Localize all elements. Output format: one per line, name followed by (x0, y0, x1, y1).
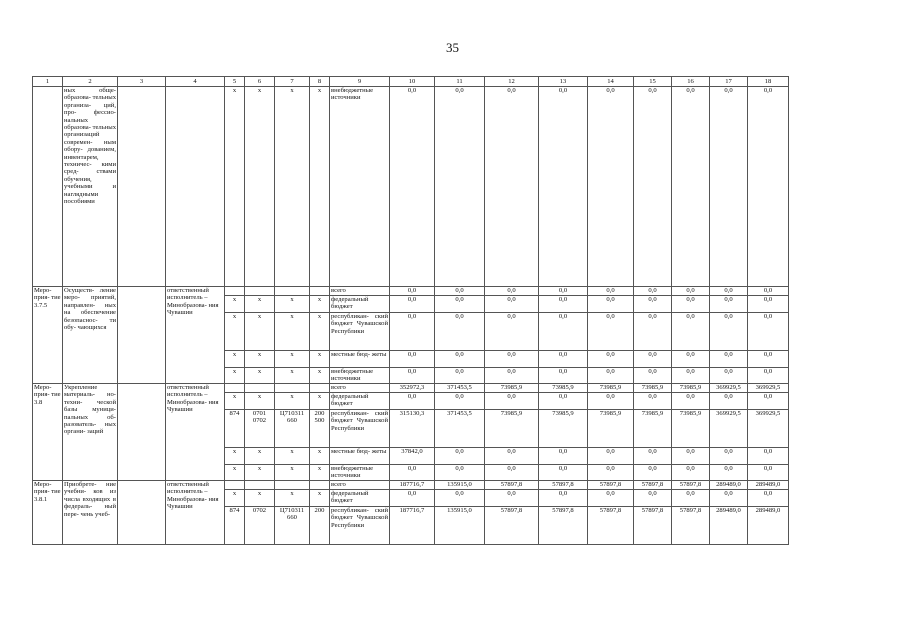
value-year-18: 289489,0 (748, 481, 789, 490)
value-year-16: 73985,9 (672, 410, 710, 448)
target-article-code: x (275, 296, 310, 313)
value-year-18: 0,0 (748, 87, 789, 287)
value-year-14: 0,0 (588, 351, 634, 368)
expense-type-code: x (310, 490, 330, 507)
value-year-14: 0,0 (588, 368, 634, 384)
value-year-12: 0,0 (485, 313, 539, 351)
value-year-15: 0,0 (634, 490, 672, 507)
section-code: x (245, 368, 275, 384)
value-year-13: 57897,8 (539, 507, 588, 545)
value-year-13: 0,0 (539, 313, 588, 351)
value-year-13: 0,0 (539, 448, 588, 465)
budget-table (32, 76, 789, 545)
value-year-16: 0,0 (672, 368, 710, 384)
funding-source: местные бюд- жеты (330, 448, 390, 465)
value-year-15: 0,0 (634, 465, 672, 481)
expense-type-code: 200 (310, 507, 330, 545)
value-year-14: 73985,9 (588, 410, 634, 448)
value-year-11: 0,0 (435, 465, 485, 481)
target-article-code: Ц710311 660 (275, 410, 310, 448)
value-year-15: 0,0 (634, 287, 672, 296)
activity-name: Приобрете- ние учебни- ков из числа входящих в федераль- ный пере- чень учеб- (63, 481, 118, 545)
value-year-12: 0,0 (485, 87, 539, 287)
funding-source: внебюджетные источники (330, 368, 390, 384)
value-year-17: 369929,5 (710, 384, 748, 393)
activity-name: Укрепление материаль- но-техни- ческой базы муници- пальных об- разователь- ных органи- заций (63, 384, 118, 481)
section-code: 0701 0702 (245, 410, 275, 448)
target-article-code: x (275, 351, 310, 368)
value-year-18: 0,0 (748, 448, 789, 465)
target-article-code (275, 481, 310, 490)
section-code (245, 481, 275, 490)
funding-source: всего (330, 384, 390, 393)
value-year-10: 187716,7 (390, 481, 435, 490)
value-year-18: 369929,5 (748, 384, 789, 393)
value-year-12: 0,0 (485, 351, 539, 368)
target-article-code: Ц710311 660 (275, 507, 310, 545)
expense-type-code (310, 481, 330, 490)
section-code: x (245, 465, 275, 481)
value-year-11: 135915,0 (435, 481, 485, 490)
value-year-18: 0,0 (748, 313, 789, 351)
value-year-16: 57897,8 (672, 507, 710, 545)
target-article-code: x (275, 465, 310, 481)
value-year-10: 352972,3 (390, 384, 435, 393)
value-year-12: 0,0 (485, 448, 539, 465)
value-year-11: 371453,5 (435, 410, 485, 448)
section-code (245, 384, 275, 393)
target-article-code: x (275, 313, 310, 351)
value-year-17: 369929,5 (710, 410, 748, 448)
value-year-10: 0,0 (390, 296, 435, 313)
value-year-14: 57897,8 (588, 481, 634, 490)
value-year-16: 0,0 (672, 351, 710, 368)
grbs-code (225, 384, 245, 393)
section-code: x (245, 393, 275, 410)
value-year-15: 73985,9 (634, 410, 672, 448)
column-header-8: 8 (310, 77, 330, 87)
activity-code (33, 87, 63, 287)
value-year-12: 0,0 (485, 490, 539, 507)
value-year-18: 0,0 (748, 465, 789, 481)
value-year-14: 73985,9 (588, 384, 634, 393)
value-year-17: 0,0 (710, 490, 748, 507)
value-year-18: 369929,5 (748, 410, 789, 448)
value-year-12: 0,0 (485, 296, 539, 313)
value-year-10: 0,0 (390, 87, 435, 287)
expense-type-code (310, 287, 330, 296)
section-code: x (245, 448, 275, 465)
value-year-16: 0,0 (672, 393, 710, 410)
value-year-10: 37842,0 (390, 448, 435, 465)
value-year-13: 73985,9 (539, 384, 588, 393)
value-year-12: 73985,9 (485, 384, 539, 393)
expense-type-code: x (310, 296, 330, 313)
expense-type-code: x (310, 87, 330, 287)
funding-source: республикан- ский бюджет Чувашской Республики (330, 507, 390, 545)
table-row (33, 87, 789, 287)
activity-name: ных обще- образова- тельных организа- ций, про- фессио- нальных образова- тельных организаций современ- ным обору- дованием, инвентарем, техничес- кими сред- ствами обучения, учебными и наглядными пособиями (63, 87, 118, 287)
value-year-13: 57897,8 (539, 481, 588, 490)
activity-col3 (118, 481, 166, 545)
grbs-code: 874 (225, 410, 245, 448)
funding-source: внебюджетные источники (330, 87, 390, 287)
value-year-15: 0,0 (634, 393, 672, 410)
value-year-16: 0,0 (672, 448, 710, 465)
value-year-17: 0,0 (710, 465, 748, 481)
activity-col3 (118, 384, 166, 481)
expense-type-code (310, 384, 330, 393)
value-year-10: 0,0 (390, 313, 435, 351)
section-code: x (245, 87, 275, 287)
column-header-6: 6 (245, 77, 275, 87)
value-year-16: 57897,8 (672, 481, 710, 490)
grbs-code: x (225, 448, 245, 465)
value-year-16: 0,0 (672, 465, 710, 481)
column-header-9: 9 (330, 77, 390, 87)
grbs-code: x (225, 368, 245, 384)
value-year-11: 0,0 (435, 351, 485, 368)
funding-source: республикан- ский бюджет Чувашской Республики (330, 410, 390, 448)
value-year-17: 289489,0 (710, 507, 748, 545)
value-year-13: 0,0 (539, 368, 588, 384)
grbs-code: x (225, 465, 245, 481)
value-year-17: 0,0 (710, 448, 748, 465)
column-header-12: 12 (485, 77, 539, 87)
grbs-code: x (225, 296, 245, 313)
value-year-11: 0,0 (435, 287, 485, 296)
expense-type-code: x (310, 351, 330, 368)
target-article-code: x (275, 87, 310, 287)
value-year-17: 0,0 (710, 368, 748, 384)
value-year-15: 0,0 (634, 87, 672, 287)
funding-source: республикан- ский бюджет Чувашской Республики (330, 313, 390, 351)
responsible-executor: ответственный исполнитель – Минобразова- ния Чувашии (166, 287, 225, 384)
value-year-11: 0,0 (435, 296, 485, 313)
column-header-11: 11 (435, 77, 485, 87)
value-year-14: 0,0 (588, 465, 634, 481)
section-code: x (245, 313, 275, 351)
table-row (33, 384, 789, 393)
funding-source: внебюджетные источники (330, 465, 390, 481)
activity-col3 (118, 287, 166, 384)
value-year-10: 0,0 (390, 351, 435, 368)
grbs-code: x (225, 87, 245, 287)
value-year-12: 57897,8 (485, 481, 539, 490)
target-article-code: x (275, 490, 310, 507)
value-year-17: 0,0 (710, 351, 748, 368)
value-year-15: 0,0 (634, 296, 672, 313)
column-header-18: 18 (748, 77, 789, 87)
value-year-14: 0,0 (588, 448, 634, 465)
value-year-11: 0,0 (435, 313, 485, 351)
value-year-12: 73985,9 (485, 410, 539, 448)
value-year-16: 0,0 (672, 87, 710, 287)
value-year-16: 73985,9 (672, 384, 710, 393)
value-year-13: 0,0 (539, 465, 588, 481)
value-year-10: 0,0 (390, 393, 435, 410)
value-year-17: 289489,0 (710, 481, 748, 490)
value-year-16: 0,0 (672, 296, 710, 313)
funding-source: всего (330, 287, 390, 296)
responsible-executor: ответственный исполнитель – Минобразова- ния Чувашии (166, 481, 225, 545)
value-year-13: 0,0 (539, 351, 588, 368)
section-code: x (245, 490, 275, 507)
value-year-13: 0,0 (539, 490, 588, 507)
value-year-17: 0,0 (710, 87, 748, 287)
value-year-12: 0,0 (485, 287, 539, 296)
column-header-15: 15 (634, 77, 672, 87)
value-year-14: 57897,8 (588, 507, 634, 545)
value-year-10: 0,0 (390, 368, 435, 384)
grbs-code: x (225, 351, 245, 368)
header-row (33, 77, 789, 87)
funding-source: федеральный бюджет (330, 490, 390, 507)
column-header-17: 17 (710, 77, 748, 87)
value-year-18: 289489,0 (748, 507, 789, 545)
column-header-13: 13 (539, 77, 588, 87)
responsible-executor (166, 87, 225, 287)
column-header-3: 3 (118, 77, 166, 87)
column-header-1: 1 (33, 77, 63, 87)
value-year-10: 0,0 (390, 490, 435, 507)
value-year-15: 0,0 (634, 448, 672, 465)
value-year-12: 0,0 (485, 393, 539, 410)
target-article-code: x (275, 393, 310, 410)
value-year-10: 315130,3 (390, 410, 435, 448)
value-year-17: 0,0 (710, 296, 748, 313)
expense-type-code: x (310, 368, 330, 384)
section-code: x (245, 296, 275, 313)
activity-code: Меро- прия- тие 3.8.1 (33, 481, 63, 545)
value-year-13: 73985,9 (539, 410, 588, 448)
target-article-code: x (275, 368, 310, 384)
expense-type-code: x (310, 465, 330, 481)
grbs-code: x (225, 313, 245, 351)
column-header-16: 16 (672, 77, 710, 87)
activity-code: Меро- прия- тие 3.7.5 (33, 287, 63, 384)
column-header-5: 5 (225, 77, 245, 87)
table-row (33, 481, 789, 490)
value-year-11: 135915,0 (435, 507, 485, 545)
responsible-executor: ответственный исполнитель – Минобразова- ния Чувашии (166, 384, 225, 481)
activity-col3 (118, 87, 166, 287)
value-year-16: 0,0 (672, 313, 710, 351)
section-code: x (245, 351, 275, 368)
expense-type-code: 200 500 (310, 410, 330, 448)
value-year-13: 0,0 (539, 87, 588, 287)
funding-source: местные бюд- жеты (330, 351, 390, 368)
value-year-12: 57897,8 (485, 507, 539, 545)
value-year-10: 0,0 (390, 465, 435, 481)
column-header-14: 14 (588, 77, 634, 87)
value-year-10: 0,0 (390, 287, 435, 296)
value-year-14: 0,0 (588, 313, 634, 351)
value-year-18: 0,0 (748, 296, 789, 313)
value-year-14: 0,0 (588, 393, 634, 410)
value-year-12: 0,0 (485, 368, 539, 384)
value-year-15: 0,0 (634, 313, 672, 351)
column-header-10: 10 (390, 77, 435, 87)
value-year-15: 0,0 (634, 351, 672, 368)
value-year-14: 0,0 (588, 287, 634, 296)
grbs-code: x (225, 490, 245, 507)
value-year-15: 0,0 (634, 368, 672, 384)
grbs-code: 874 (225, 507, 245, 545)
grbs-code: x (225, 393, 245, 410)
activity-code: Меро- прия- тие 3.8 (33, 384, 63, 481)
grbs-code (225, 481, 245, 490)
value-year-11: 0,0 (435, 368, 485, 384)
expense-type-code: x (310, 393, 330, 410)
value-year-15: 73985,9 (634, 384, 672, 393)
expense-type-code: x (310, 313, 330, 351)
column-header-4: 4 (166, 77, 225, 87)
section-code: 0702 (245, 507, 275, 545)
value-year-11: 0,0 (435, 448, 485, 465)
table-row (33, 287, 789, 296)
funding-source: федеральный бюджет (330, 296, 390, 313)
section-code (245, 287, 275, 296)
value-year-11: 0,0 (435, 490, 485, 507)
value-year-14: 0,0 (588, 87, 634, 287)
column-header-2: 2 (63, 77, 118, 87)
target-article-code (275, 287, 310, 296)
value-year-15: 57897,8 (634, 481, 672, 490)
value-year-18: 0,0 (748, 490, 789, 507)
value-year-17: 0,0 (710, 287, 748, 296)
value-year-16: 0,0 (672, 490, 710, 507)
value-year-11: 0,0 (435, 393, 485, 410)
column-header-7: 7 (275, 77, 310, 87)
value-year-12: 0,0 (485, 465, 539, 481)
value-year-17: 0,0 (710, 313, 748, 351)
value-year-15: 57897,8 (634, 507, 672, 545)
value-year-18: 0,0 (748, 368, 789, 384)
grbs-code (225, 287, 245, 296)
budget-table-container (32, 76, 789, 545)
funding-source: федеральный бюджет (330, 393, 390, 410)
value-year-18: 0,0 (748, 351, 789, 368)
page-number: 35 (446, 40, 459, 55)
value-year-18: 0,0 (748, 393, 789, 410)
activity-name: Осуществ- ление меро- приятий, направлен- ных на обеспечение безопаснос- ти обу- чающихся (63, 287, 118, 384)
target-article-code (275, 384, 310, 393)
funding-source: всего (330, 481, 390, 490)
value-year-18: 0,0 (748, 287, 789, 296)
value-year-17: 0,0 (710, 393, 748, 410)
value-year-10: 187716,7 (390, 507, 435, 545)
value-year-14: 0,0 (588, 490, 634, 507)
expense-type-code: x (310, 448, 330, 465)
value-year-11: 371453,5 (435, 384, 485, 393)
value-year-11: 0,0 (435, 87, 485, 287)
value-year-14: 0,0 (588, 296, 634, 313)
value-year-13: 0,0 (539, 296, 588, 313)
value-year-13: 0,0 (539, 393, 588, 410)
target-article-code: x (275, 448, 310, 465)
value-year-16: 0,0 (672, 287, 710, 296)
value-year-13: 0,0 (539, 287, 588, 296)
